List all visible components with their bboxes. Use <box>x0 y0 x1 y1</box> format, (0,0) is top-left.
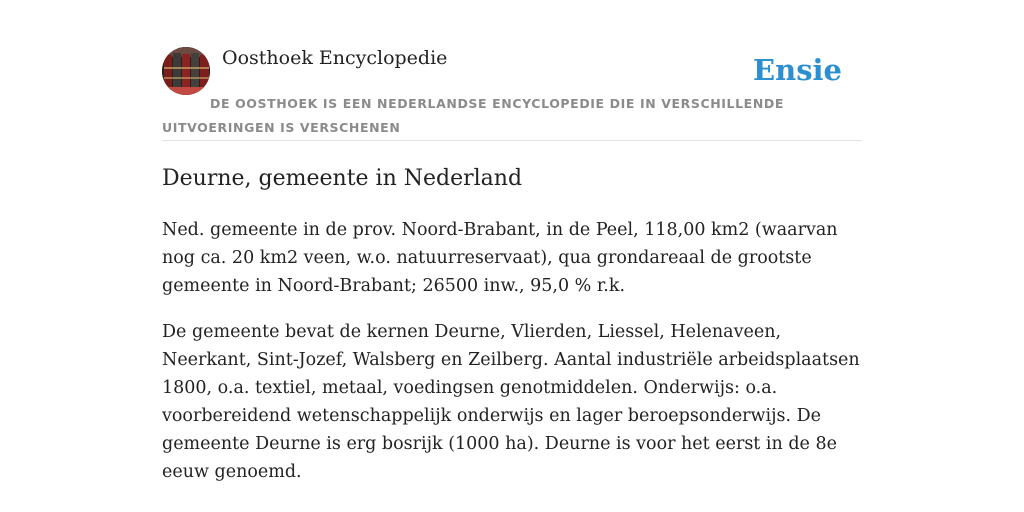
article-title: Deurne, gemeente in Nederland <box>162 166 523 191</box>
source-tagline: DE OOSTHOEK IS EEN NEDERLANDSE ENCYCLOPEDIE DIE IN VERSCHILLENDE UITVOERINGEN IS VERSCHENEN <box>162 96 784 135</box>
source-name[interactable]: Oosthoek Encyclopedie <box>222 47 448 69</box>
source-header <box>162 45 862 141</box>
article-paragraph: Ned. gemeente in de prov. Noord-Brabant, in de Peel, 118,00 km2 (waarvan nog ca. 20 km2 veen, w.o. natuurreservaat), qua grondareaal de grootste gemeente in Noord-Brabant; 26500 inw., 95,0 % r.k. <box>162 220 838 296</box>
brand-logo[interactable]: Ensie <box>753 53 842 87</box>
encyclopedia-books-icon[interactable] <box>162 47 210 95</box>
article-paragraph: De gemeente bevat de kernen Deurne, Vlierden, Liessel, Helenaveen, Neerkant, Sint-Jozef, Walsberg en Zeilberg. Aantal industriële arbeidsplaatsen 1800, o.a. textiel, metaal, voedingsen genotmiddelen. Onderwijs: o.a. voorbereidend wetenschappelijk onderwijs en lager beroepsonderwijs. De gemeente Deurne is erg bosrijk (1000 ha). Deurne is voor het eerst in de 8e eeuw genoemd. <box>162 322 860 482</box>
